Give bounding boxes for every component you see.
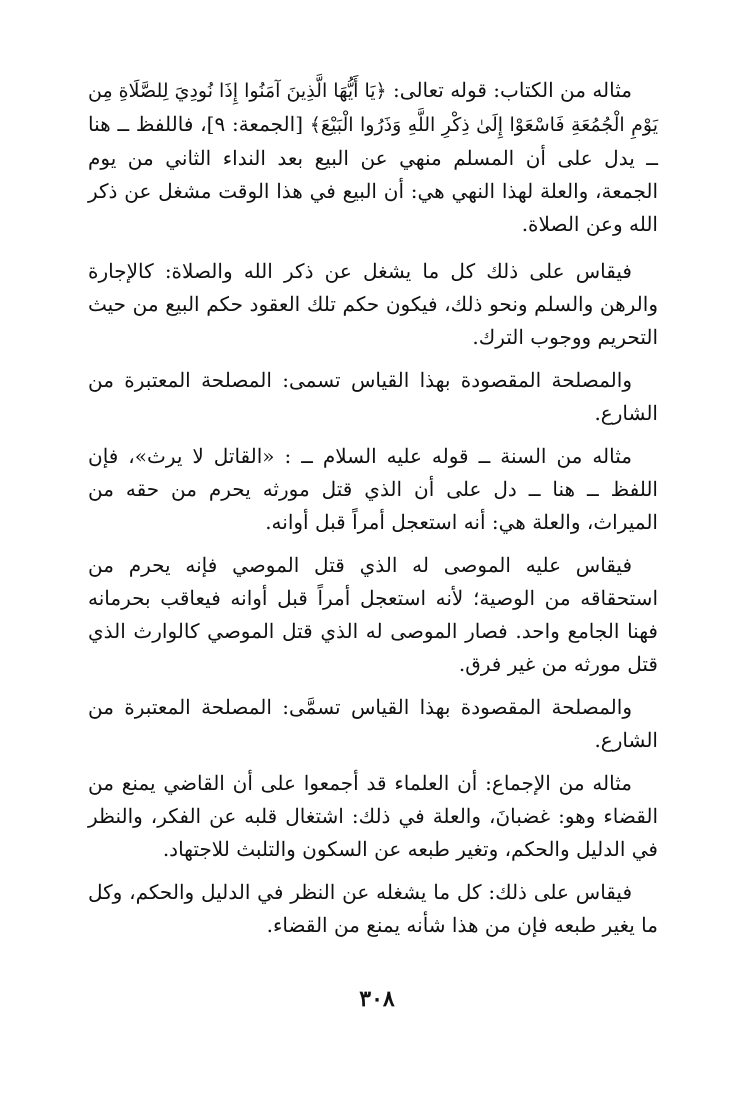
paragraph-maslaha-1: والمصلحة المقصودة بهذا القياس تسمى: المصلحة المعتبرة من الشارع. <box>88 368 658 425</box>
quran-example-intro: مثاله من الكتاب: قوله تعالى: <box>386 78 632 102</box>
page-number: ٣٠٨ <box>359 986 395 1012</box>
quran-verse: ﴿يَا أَيُّهَا الَّذِينَ آمَنُوا إِذَا نُودِيَ لِلصَّلَاةِ مِن يَوْمِ الْجُمُعَةِ فَاسْعَوْا إِلَىٰ ذِكْرِ اللَّهِ وَذَرُوا الْبَيْعَ﴾ <box>88 80 658 136</box>
paragraph-maslaha-2: والمصلحة المقصودة بهذا القياس تسمَّى: المصلحة المعتبرة من الشارع. <box>88 695 658 752</box>
paragraph-sunnah-example: مثاله من السنة ــ قوله عليه السلام ــ : «القاتل لا يرث»، فإن اللفظ ــ هنا ــ دل على أن الذي قتل مورثه يحرم من حقه من الميراث، والعلة هي: أنه استعجل أمراً قبل أوانه. <box>88 444 658 534</box>
quran-example-explanation: [الجمعة: ٩]، فاللفظ ــ هنا ــ يدل على أن المسلم منهي عن البيع بعد النداء الثاني من يوم الجمعة، والعلة لهذا النهي هي: أن البيع في هذا الوقت مشغل عن ذكر الله وعن الصلاة. <box>88 112 658 236</box>
paragraph-analogy-1: فيقاس على ذلك كل ما يشغل عن ذكر الله والصلاة: كالإجارة والرهن والسلم ونحو ذلك، فيكون حكم تلك العقود حكم البيع من حيث التحريم ووجوب الترك. <box>88 259 658 349</box>
paragraph-quran-example <box>88 74 658 241</box>
paragraph-analogy-2: فيقاس عليه الموصى له الذي قتل الموصي فإنه يحرم من استحقاقه من الوصية؛ لأنه استعجل أمراً قبل أوانه فيعاقب بحرمانه فهنا الجامع واحد. فصار الموصى له الذي قتل الموصي كالوارث الذي قتل مورثه من غير فرق. <box>88 553 659 676</box>
page-body <box>88 74 658 952</box>
paragraph-ijma-example: مثاله من الإجماع: أن العلماء قد أجمعوا على أن القاضي يمنع من القضاء وهو: غضبانَ، والعلة في ذلك: اشتغال قلبه عن الفكر، والنظر في الدليل والحكم، وتغير طبعه عن السكون والتلبث للاجتهاد. <box>88 771 658 861</box>
paragraph-analogy-3: فيقاس على ذلك: كل ما يشغله عن النظر في الدليل والحكم، وكل ما يغير طبعه فإن من هذا شأنه يمنع من القضاء. <box>88 880 658 937</box>
